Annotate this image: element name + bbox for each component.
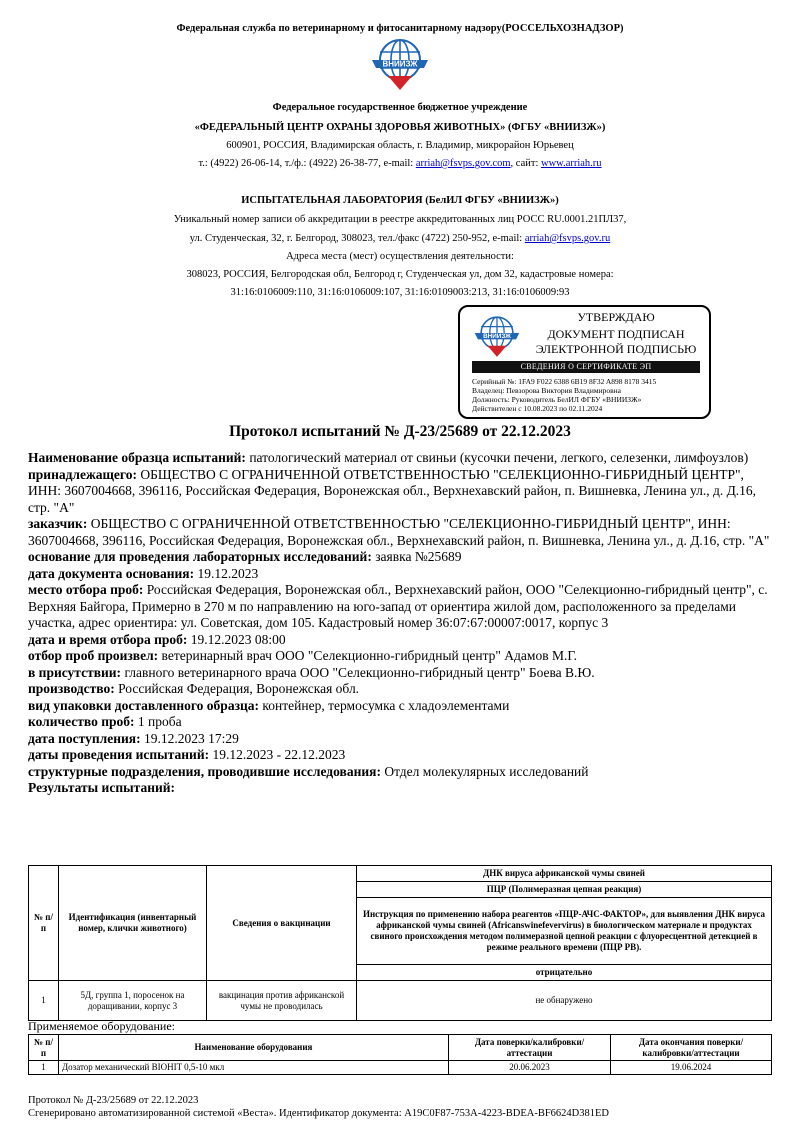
results-header-instruction: Инструкция по применению набора реагентов «ПЦР-АЧС-ФАКТОР», для выявления ДНК вируса африканской чумы свиней (Africanswinefevervirus) в биологическом материале и продуктах свиного происхождения методом полимеразной цепной реакции с флуоресцентной детекцией в режиме реального времени (ПЦР РВ). — [357, 898, 772, 965]
protocol-fields — [28, 450, 770, 797]
institution-name: «ФЕДЕРАЛЬНЫЙ ЦЕНТР ОХРАНЫ ЗДОРОВЬЯ ЖИВОТНЫХ» (ФГБУ «ВНИИЗЖ») — [194, 122, 606, 133]
agency-name: Федеральная служба по ветеринарному и фитосанитарному надзору(РОССЕЛЬХОЗНАДЗОР) — [176, 23, 624, 34]
footer-protocol-ref: Протокол № Д-23/25689 от 22.12.2023 — [28, 1095, 199, 1106]
footer-generated-id: Сгенерировано автоматизированной системой «Веста». Идентификатор документа: A19C0F87-753A-4223-BDEA-BF6624D381ED — [28, 1108, 609, 1119]
field-test-dates: даты проведения испытаний: 19.12.2023 - 22.12.2023 — [28, 747, 346, 762]
equipment-cell-no: 1 — [29, 1061, 59, 1075]
vniizzh-logo — [366, 38, 434, 92]
field-sampling-place: место отбора проб: Российская Федерация, Воронежская обл., Верхнехавский район, ООО "Селекционно-гибридный центр", с. Верхняя Байгора, Примерно в 270 м по направлению на юго-запад от ориентира жилой дом, расположенного за пределами участка, адрес ориентира: ул. Советская, дом 105. Кадастровый номер 36:07:67:00007:0017, корпус 3 — [28, 582, 768, 630]
activity-label: Адреса места (мест) осуществления деятельности: — [286, 251, 514, 262]
stamp-line-2: ЭЛЕКТРОННОЙ ПОДПИСЬЮ — [535, 342, 697, 356]
equipment-col-date1: Дата поверки/калибровки/аттестации — [449, 1035, 611, 1061]
field-witness: в присутствии: главного ветеринарного врача ООО "Селекционно-гибридный центр" Боева В.Ю. — [28, 664, 595, 680]
institution-address: 600901, РОССИЯ, Владимирская область, г. Владимир, микрорайон Юрьевец — [226, 140, 574, 151]
stamp-serial: Серийный №: 1FA9 F022 6388 6B19 8F32 A898 8178 3415 — [472, 377, 657, 386]
results-cell-vaccination: вакцинация против африканской чумы не проводилась — [207, 981, 357, 1021]
svg-text:ВНИИЗЖ: ВНИИЗЖ — [382, 59, 418, 69]
field-receipt-date: дата поступления: 19.12.2023 17:29 — [28, 730, 239, 746]
equipment-cell-date1: 20.06.2023 — [449, 1061, 611, 1075]
results-col-vaccination: Сведения о вакцинации — [207, 866, 357, 981]
stamp-owner: Владелец: Певзорова Виктория Владимировна — [472, 386, 621, 395]
institution-site-link[interactable]: www.arriah.ru — [541, 158, 602, 169]
equipment-cell-date2: 19.06.2024 — [611, 1061, 772, 1075]
field-packaging: вид упаковки доставленного образца: контейнер, термосумка с хладоэлементами — [28, 697, 510, 713]
equipment-title: Применяемое оборудование: — [28, 1019, 175, 1033]
stamp-position: Должность: Руководитель БелИЛ ФГБУ «ВНИИЗЖ» — [472, 395, 642, 404]
institution-type: Федеральное государственное бюджетное учреждение — [272, 102, 528, 113]
equipment-col-no: № п/п — [29, 1035, 59, 1061]
lab-accreditation: Уникальный номер записи об аккредитации в реестре аккредитованных лиц РОСС RU.0001.21ПЛ37, — [173, 214, 627, 225]
results-header-target: ДНК вируса африканской чумы свиней — [357, 866, 772, 882]
field-departments: структурные подразделения, проводившие исследования: Отдел молекулярных исследований — [28, 763, 589, 779]
stamp-valid: Действителен с 10.08.2023 по 02.11.2024 — [472, 404, 603, 413]
results-col-no: № п/п — [29, 866, 59, 981]
page-footer — [28, 1094, 609, 1120]
lab-address — [0, 232, 800, 246]
results-cell-result: не обнаружено — [357, 981, 772, 1021]
institution-email-link[interactable]: arriah@fsvps.gov.com — [415, 158, 511, 169]
svg-text:ВНИИЗЖ: ВНИИЗЖ — [483, 333, 511, 341]
e-signature-stamp — [458, 305, 711, 419]
protocol-title: Протокол испытаний № Д-23/25689 от 22.12.2023 — [229, 423, 571, 440]
equipment-cell-name: Дозатор механический BIOHIT 0,5-10 мкл — [59, 1061, 449, 1075]
cadastral-numbers: 31:16:0106009:110, 31:16:0106009:107, 31:16:0109003:213, 31:16:0106009:93 — [230, 287, 570, 298]
field-sample: Наименование образца испытаний: патологический материал от свиньи (кусочки печени, легкого, селезенки, лимфоузлов) — [28, 450, 749, 465]
field-production: производство: Российская Федерация, Воронежская обл. — [28, 681, 360, 696]
field-basis-date: дата документа основания: 19.12.2023 — [28, 565, 259, 581]
lab-email-link[interactable]: arriah@fsvps.gov.ru — [524, 233, 611, 244]
field-sample-count: количество проб: 1 проба — [28, 714, 182, 729]
results-cell-no: 1 — [29, 981, 59, 1021]
equipment-col-date2: Дата окончания поверки/калибровки/аттестации — [611, 1035, 772, 1061]
results-header-method: ПЦР (Полимеразная цепная реакция) — [357, 882, 772, 898]
field-sampler: отбор проб произвел: ветеринарный врач ООО "Селекционно-гибридный центр" Адамов М.Г. — [28, 648, 577, 663]
activity-address: 308023, РОССИЯ, Белгородская обл, Белгород г, Студенческая ул, дом 32, кадастровые номера: — [186, 269, 614, 280]
stamp-approve: УТВЕРЖДАЮ — [577, 310, 655, 324]
equipment-table — [28, 1034, 772, 1075]
results-col-id: Идентификация (инвентарный номер, клички животного) — [59, 866, 207, 981]
results-cell-id: 5Д, группа 1, поросенок на доращивании, корпус 3 — [59, 981, 207, 1021]
lab-name: ИСПЫТАТЕЛЬНАЯ ЛАБОРАТОРИЯ (БелИЛ ФГБУ «ВНИИЗЖ») — [241, 195, 559, 206]
stamp-line-1: ДОКУМЕНТ ПОДПИСАН — [547, 327, 685, 341]
table-row — [29, 981, 772, 1021]
contacts-text: т.: (4922) 26-06-14, т./ф.: (4922) 26-38-77, e-mail: — [198, 158, 416, 169]
field-customer: заказчик: ОБЩЕСТВО С ОГРАНИЧЕННОЙ ОТВЕТСТВЕННОСТЬЮ "СЕЛЕКЦИОННО-ГИБРИДНЫЙ ЦЕНТР", ИНН: 3607004668, 396116, Российская Федерация, Воронежская обл., Верхнехавский район, п. Вишневка, Ленина ул., д. Д.16, стр. "А" — [28, 516, 770, 548]
lab-address-text: ул. Студенческая, 32, г. Белгород, 308023, тел./факс (4722) 250-952, e-mail: — [189, 233, 525, 244]
stamp-logo-icon — [470, 315, 524, 359]
stamp-cert-bar: СВЕДЕНИЯ О СЕРТИФИКАТЕ ЭП — [472, 361, 700, 373]
table-row — [29, 1061, 772, 1075]
results-header-norm: отрицательно — [357, 965, 772, 981]
field-basis: основание для проведения лабораторных исследований: заявка №25689 — [28, 549, 462, 564]
results-table — [28, 865, 772, 1021]
field-sampling-datetime: дата и время отбора проб: 19.12.2023 08:00 — [28, 631, 286, 647]
field-results-heading: Результаты испытаний: — [28, 780, 176, 795]
field-owner: принадлежащего: ОБЩЕСТВО С ОГРАНИЧЕННОЙ ОТВЕТСТВЕННОСТЬЮ "СЕЛЕКЦИОННО-ГИБРИДНЫЙ ЦЕНТР", ИНН: 3607004668, 396116, Российская Федерация, Воронежская обл., Верхнехавский район, п. Вишневка, Ленина ул., д. Д.16, стр. "А" — [28, 466, 757, 515]
equipment-col-name: Наименование оборудования — [59, 1035, 449, 1061]
site-prefix: , сайт: — [510, 158, 541, 169]
institution-contacts — [0, 157, 800, 171]
